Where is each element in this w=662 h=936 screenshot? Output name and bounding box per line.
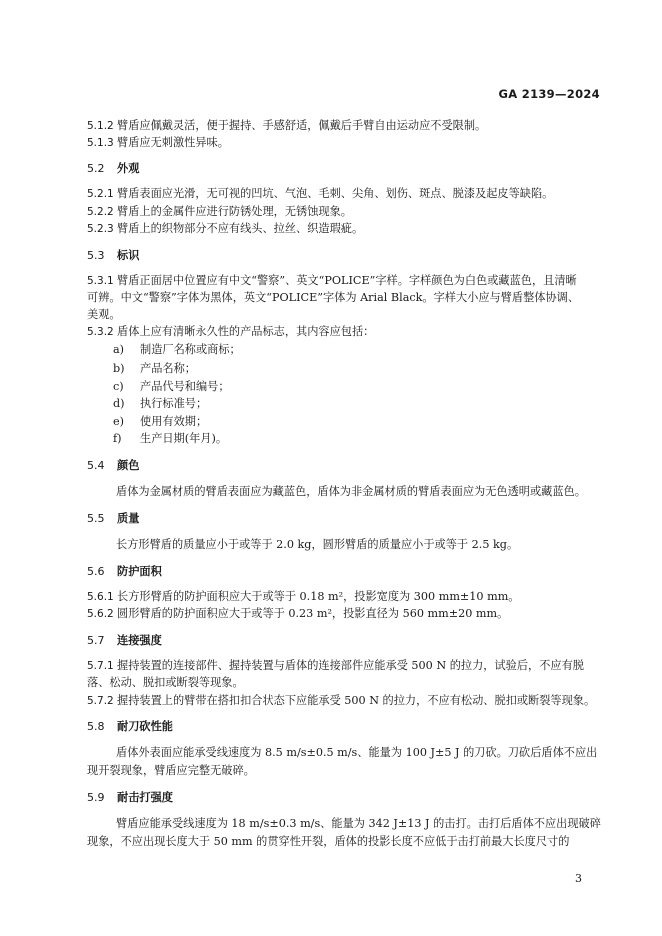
standard-code: GA 2139—2024 (498, 87, 600, 101)
clause-continuation: 落、松动、脱扣或断裂等现象。 (87, 676, 244, 689)
list-item (113, 362, 196, 376)
section-heading-5-8 (87, 720, 173, 734)
section-heading-5-2 (87, 162, 139, 176)
section-number: 5.8 (87, 720, 105, 733)
clause-text: 盾体上应有清晰永久性的产品标志，其内容应包括： (117, 325, 375, 338)
clause-number: 5.7.2 (87, 695, 114, 707)
clause-text: 臂盾正面居中位置应有中文“警察”、英文“POLICE”字样。字样颜色为白色或藏蓝色，且清晰 (117, 274, 577, 287)
list-text: 制造厂名称或商标； (140, 343, 241, 356)
section-heading-5-5 (87, 512, 139, 526)
paragraph-5-9: 臂盾应能承受线速度为 18 m/s±0.3 m/s、能量为 342 J±13 J 的击打。击打后盾体不应出现破碎 (116, 817, 601, 830)
clause-text: 握持装置上的臂带在搭扣扣合状态下应能承受 500 N 的拉力，不应有松动、脱扣或断裂等现象。 (117, 694, 596, 707)
list-item (113, 380, 230, 394)
clause-5-6-2 (87, 607, 508, 621)
list-label: a) (113, 343, 125, 356)
section-heading-5-4 (87, 459, 139, 473)
clause-5-3-1 (87, 274, 577, 288)
clause-number: 5.2.1 (87, 188, 114, 200)
clause-number: 5.2.3 (87, 223, 114, 235)
list-text: 产品代号和编号； (140, 380, 230, 393)
section-number: 5.7 (87, 634, 105, 647)
clause-5-2-2 (87, 205, 352, 219)
clause-number: 5.2.2 (87, 206, 114, 218)
page-number: 3 (575, 872, 582, 885)
section-heading-5-9 (87, 791, 173, 805)
clause-text: 臂盾应无刺激性异味。 (117, 136, 229, 149)
section-number: 5.3 (87, 249, 105, 262)
list-label: e) (113, 415, 124, 428)
clause-number: 5.3.2 (87, 326, 114, 338)
clause-5-7-2 (87, 694, 595, 708)
list-item (113, 415, 207, 429)
clause-5-1-3 (87, 136, 229, 150)
clause-text: 长方形臂盾的防护面积应大于或等于 0.18 m²，投影宽度为 300 mm±10 mm。 (117, 590, 520, 603)
paragraph-5-5: 长方形臂盾的质量应小于或等于 2.0 kg，圆形臂盾的质量应小于或等于 2.5 kg。 (116, 538, 519, 551)
clause-number: 5.6.1 (87, 591, 114, 603)
paragraph-5-8: 盾体外表面应能承受线速度为 8.5 m/s±0.5 m/s、能量为 100 J±5 J 的刀砍。刀砍后盾体不应出 (116, 746, 598, 759)
section-number: 5.9 (87, 791, 105, 804)
clause-number: 5.1.3 (87, 137, 114, 149)
list-label: f) (113, 432, 122, 445)
clause-5-1-2 (87, 119, 486, 133)
section-number: 5.2 (87, 162, 105, 175)
list-text: 生产日期(年月)。 (140, 432, 228, 445)
clause-text: 臂盾表面应光滑，无可视的凹坑、气泡、毛刺、尖角、划伤、斑点、脱漆及起皮等缺陷。 (117, 187, 554, 200)
section-title: 连接强度 (117, 634, 162, 647)
section-title: 质量 (117, 512, 140, 525)
paragraph-continuation: 现开裂现象，臂盾应完整无破碎。 (87, 764, 255, 777)
section-title: 标识 (117, 249, 140, 262)
list-item (113, 397, 207, 411)
clause-number: 5.6.2 (87, 608, 114, 620)
section-title: 外观 (117, 162, 140, 175)
section-title: 耐击打强度 (117, 791, 173, 804)
list-text: 产品名称； (140, 362, 196, 375)
clause-text: 臂盾上的织物部分不应有线头、拉丝、织造瑕疵。 (117, 222, 364, 235)
clause-5-7-1 (87, 659, 584, 673)
section-heading-5-3 (87, 249, 139, 263)
clause-text: 臂盾上的金属件应进行防锈处理，无锈蚀现象。 (117, 205, 352, 218)
paragraph-continuation: 现象，不应出现长度大于 50 mm 的贯穿性开裂，盾体的投影长度不应低于击打前最大长度尺寸的 (87, 835, 570, 848)
section-heading-5-6 (87, 565, 162, 579)
list-label: c) (113, 380, 124, 393)
clause-number: 5.7.1 (87, 660, 114, 672)
list-label: d) (113, 397, 125, 410)
clause-number: 5.1.2 (87, 120, 114, 132)
section-number: 5.5 (87, 512, 105, 525)
clause-5-3-2 (87, 325, 374, 339)
clause-continuation: 可辨。中文“警察”字体为黑体，英文“POLICE”字体为 Arial Black。字样大小应与臂盾整体协调、 (87, 291, 580, 304)
section-heading-5-7 (87, 634, 162, 648)
list-item (113, 343, 241, 357)
clause-text: 臂盾应佩戴灵活，便于握持、手感舒适，佩戴后手臂自由运动应不受限制。 (117, 119, 487, 132)
section-number: 5.4 (87, 459, 105, 472)
section-title: 耐刀砍性能 (117, 720, 173, 733)
list-item (113, 432, 227, 446)
clause-5-6-1 (87, 590, 520, 604)
clause-5-2-1 (87, 187, 553, 201)
clause-text: 握持装置的连接部件、握持装置与盾体的连接部件应能承受 500 N 的拉力，试验后，不应有脱 (117, 659, 584, 672)
clause-text: 圆形臂盾的防护面积应大于或等于 0.23 m²，投影直径为 560 mm±20 mm。 (117, 607, 509, 620)
clause-5-2-3 (87, 222, 363, 236)
paragraph-5-4: 盾体为金属材质的臂盾表面应为藏蓝色，盾体为非金属材质的臂盾表面应为无色透明或藏蓝色。 (116, 485, 586, 498)
section-title: 颜色 (117, 459, 140, 472)
list-text: 执行标准号； (140, 397, 208, 410)
section-title: 防护面积 (117, 565, 162, 578)
section-number: 5.6 (87, 565, 105, 578)
list-label: b) (113, 362, 125, 375)
clause-continuation: 美观。 (87, 308, 121, 321)
clause-number: 5.3.1 (87, 275, 114, 287)
list-text: 使用有效期； (140, 415, 208, 428)
